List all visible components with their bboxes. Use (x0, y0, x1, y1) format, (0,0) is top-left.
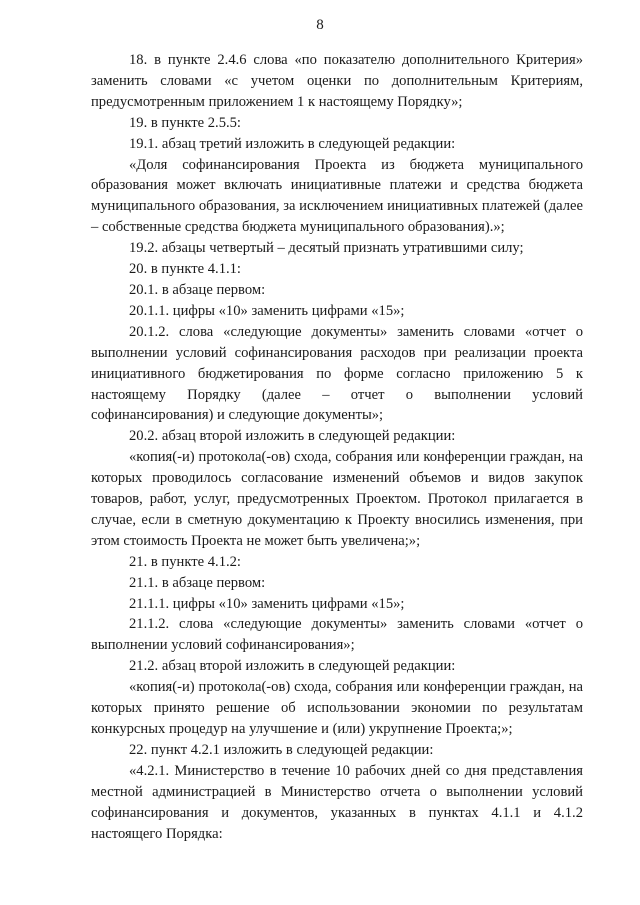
paragraph-quote-share: «Доля софинансирования Проекта из бюджета муниципального образования может включать инициативные платежи и средства бюджета муниципального образования, за исключением инициативных платежей (далее – собственные средства бюджета муниципального образования).»; (91, 156, 583, 236)
paragraph-20-1-2: 20.1.2. слова «следующие документы» заменить словами «отчет о выполнении условий софинансирования расходов при реализации проекта инициативного бюджетирования по форме согласно приложению 5 к настоящему Порядку (далее – отчет о выполнении условий софинансирования) и следующие документы»; (91, 323, 583, 424)
paragraph-19-2: 19.2. абзацы четвертый – десятый признать утратившими силу; (129, 240, 524, 257)
paragraph-20: 20. в пункте 4.1.1: (129, 261, 241, 278)
paragraph-18: 18. в пункте 2.4.6 слова «по показателю дополнительного Критерия» заменить словами «с учетом оценки по дополнительным Критериям, предусмотренным приложением 1 к настоящему Порядку»; (91, 52, 583, 110)
paragraph-20-2: 20.2. абзац второй изложить в следующей редакции: (129, 428, 456, 445)
page-number: 8 (316, 17, 324, 33)
paragraph-19-1: 19.1. абзац третий изложить в следующей редакции: (129, 135, 456, 152)
paragraph-21: 21. в пункте 4.1.2: (129, 553, 241, 570)
document-body (91, 50, 583, 844)
paragraph-21-2: 21.2. абзац второй изложить в следующей редакции: (129, 658, 456, 675)
paragraph-21-1: 21.1. в абзаце первом: (129, 574, 266, 591)
paragraph-21-1-1: 21.1.1. цифры «10» заменить цифрами «15»; (129, 595, 405, 612)
paragraph-20-1-1: 20.1.1. цифры «10» заменить цифрами «15»; (129, 302, 405, 319)
paragraph-quote-4-2-1: «4.2.1. Министерство в течение 10 рабочих дней со дня представления местной администрацией в Министерство отчета о выполнении условий софинансирования и документов, указанных в пунктах 4.1.1 и 4.1.2 настоящего Порядка: (91, 762, 583, 842)
paragraph-19: 19. в пункте 2.5.5: (129, 114, 241, 131)
paragraph-20-1: 20.1. в абзаце первом: (129, 281, 266, 298)
paragraph-quote-protocol-2: «копия(-и) протокола(-ов) схода, собрания или конференции граждан, на которых принято решение об использовании экономии по результатам конкурсных процедур на улучшение и (или) укрупнение Проекта;»; (91, 679, 583, 737)
paragraph-22: 22. пункт 4.2.1 изложить в следующей редакции: (129, 741, 434, 758)
paragraph-quote-protocol-1: «копия(-и) протокола(-ов) схода, собрания или конференции граждан, на которых проводилось согласование изменений объемов и видов закупок товаров, работ, услуг, предусмотренных Проектом. Протокол прилагается в случае, если в сметную документацию к Проекту вносились изменения, при этом стоимость Проекта не может быть увеличена;»; (91, 449, 583, 549)
paragraph-21-1-2: 21.1.2. слова «следующие документы» заменить словами «отчет о выполнении условий софинансирования»; (91, 616, 583, 654)
